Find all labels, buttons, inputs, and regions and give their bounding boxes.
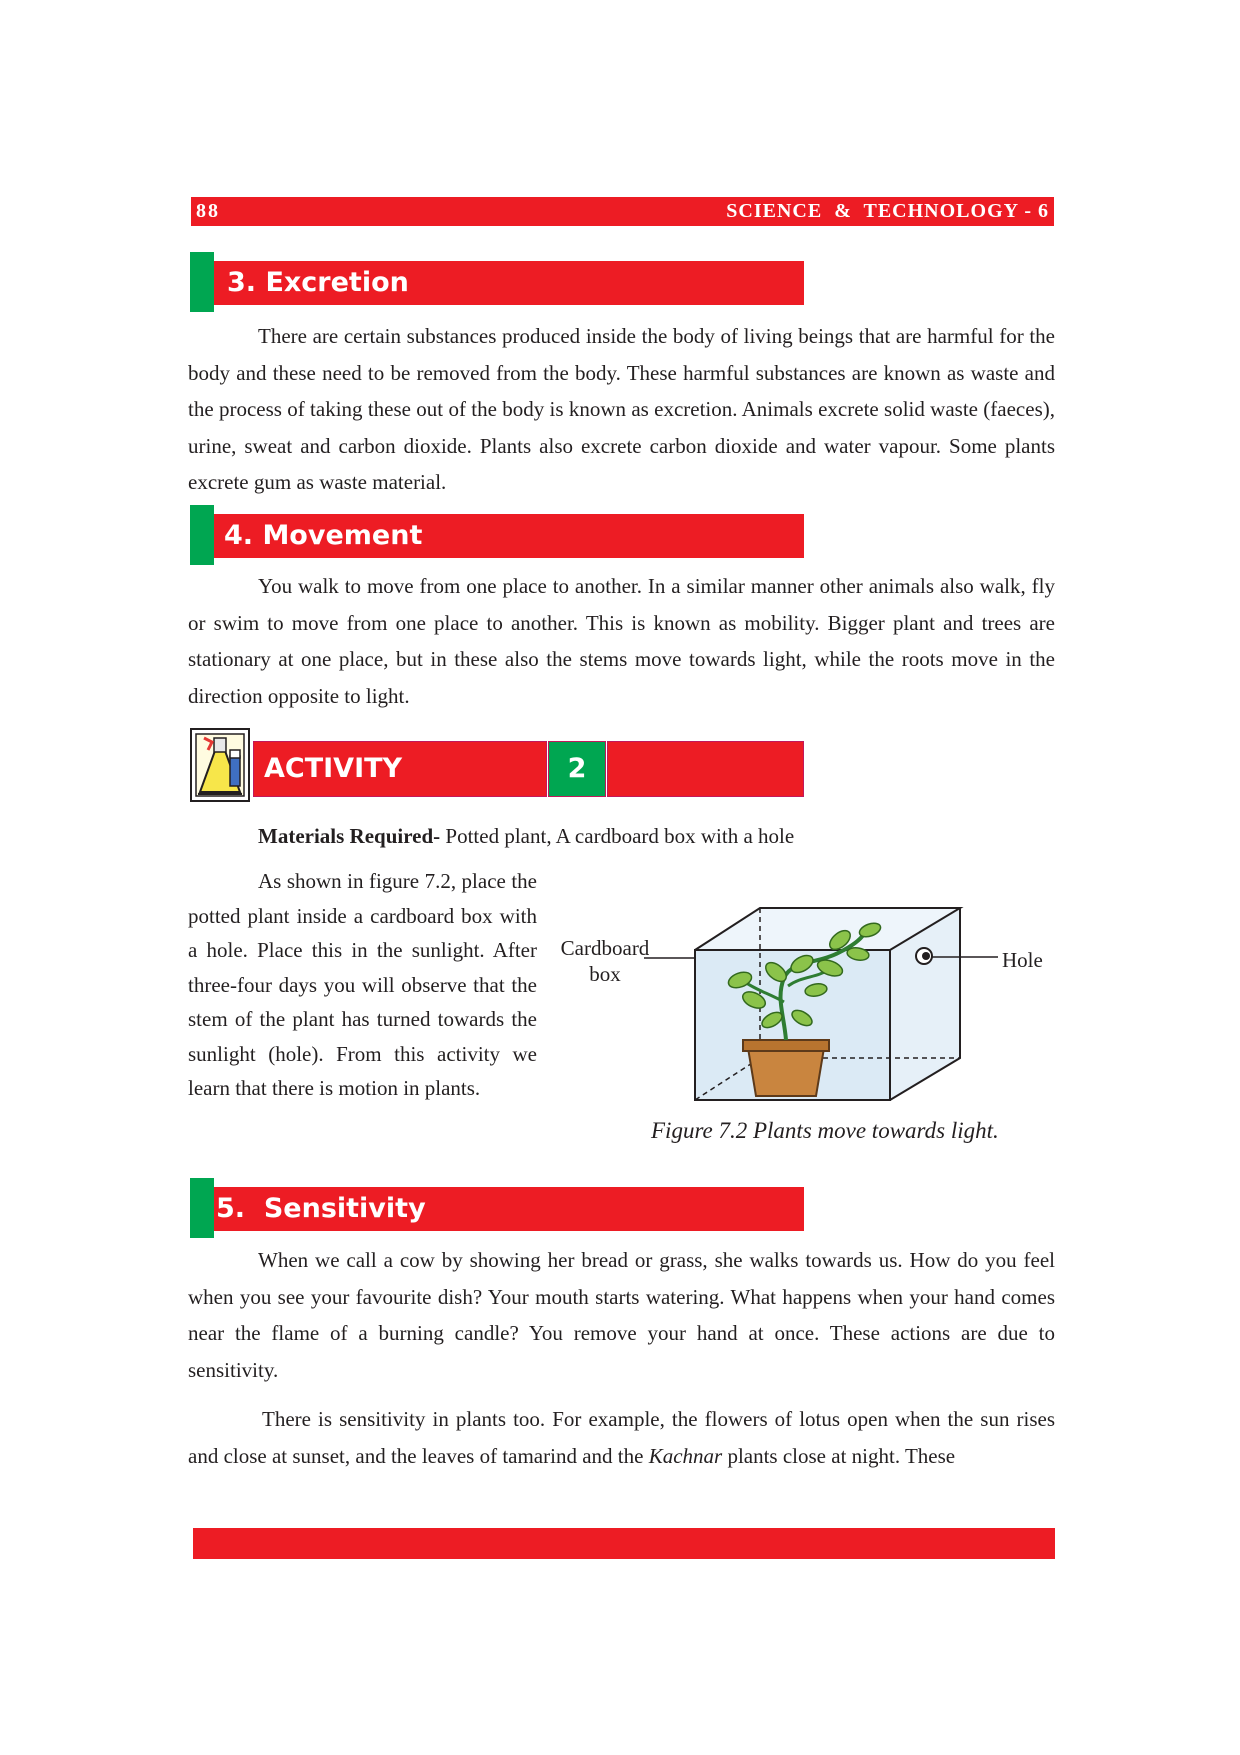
kachnar-term: Kachnar: [648, 1443, 723, 1468]
materials-line: [258, 818, 794, 854]
sensitivity-paragraph-2: [188, 1401, 1055, 1474]
sensitivity-heading-accent: [190, 1178, 214, 1238]
book-title: SCIENCE & TECHNOLOGY - 6: [726, 200, 1049, 222]
sensitivity-heading: 5. Sensitivity: [216, 1193, 426, 1224]
figure-caption: Figure 7.2 Plants move towards light.: [651, 1118, 999, 1143]
movement-heading-accent: [190, 505, 214, 565]
movement-paragraph: You walk to move from one place to another. In a similar manner other animals also walk, fly or swim to move from one place to another. This is known as mobility. Bigger plant and trees are stationary at one place, but in these also the stems move towards light, while the roots move in the direction opposite to light.: [188, 574, 1055, 708]
lab-flask-icon: [190, 728, 250, 802]
footer-bar: [193, 1528, 1055, 1559]
cardboard-label-line2: box: [589, 962, 621, 986]
excretion-paragraph: There are certain substances produced inside the body of living beings that are harmful for the body and these need to be removed from the body. These harmful substances are known as waste and the process of taking these out of the body is known as excretion. Animals excrete solid waste (faeces), urine, sweat and carbon dioxide. Plants also excrete carbon dioxide and water vapour. Some plants excrete gum as waste material.: [188, 324, 1055, 494]
excretion-heading: 3. Excretion: [227, 267, 409, 298]
movement-heading: 4. Movement: [224, 520, 423, 551]
sensitivity-paragraph-1: When we call a cow by showing her bread or grass, she walks towards us. How do you feel when you see your favourite dish? Your mouth starts watering. What happens when your hand comes near the flame of a burning candle? You remove your hand at once. These actions are due to sensitivity.: [188, 1248, 1055, 1382]
cardboard-box-label: [550, 935, 660, 987]
hole-label: Hole: [1002, 948, 1043, 972]
activity-icon: [190, 728, 250, 802]
sensitivity-paragraph-2-part1: There is sensitivity in plants too. For example, the flowers of lotus open when the sun rises and close at sunset, and the leaves of tamarind and the: [188, 1407, 1055, 1468]
activity-label: ACTIVITY: [264, 753, 403, 784]
activity-tail-bar: [607, 741, 804, 797]
page-number: 88: [196, 200, 220, 222]
materials-label: Materials Required-: [258, 824, 441, 848]
excretion-heading-accent: [190, 252, 214, 312]
sensitivity-paragraph-2-part2: plants close at night. These: [722, 1443, 956, 1468]
activity-paragraph: As shown in figure 7.2, place the potted plant inside a cardboard box with a hole. Place this in the sunlight. After three-four days you will observe that the stem of the plant has turned towards the sunlight (hole). From this activity we learn that there is motion in plants.: [188, 869, 537, 1100]
plant-box-illustration: [540, 890, 1060, 1120]
materials-text: Potted plant, A cardboard box with a hole: [445, 824, 795, 848]
figure-plant-in-box: [540, 890, 1060, 1120]
cardboard-label-line1: Cardboard: [560, 936, 650, 960]
activity-number: 2: [567, 753, 587, 784]
